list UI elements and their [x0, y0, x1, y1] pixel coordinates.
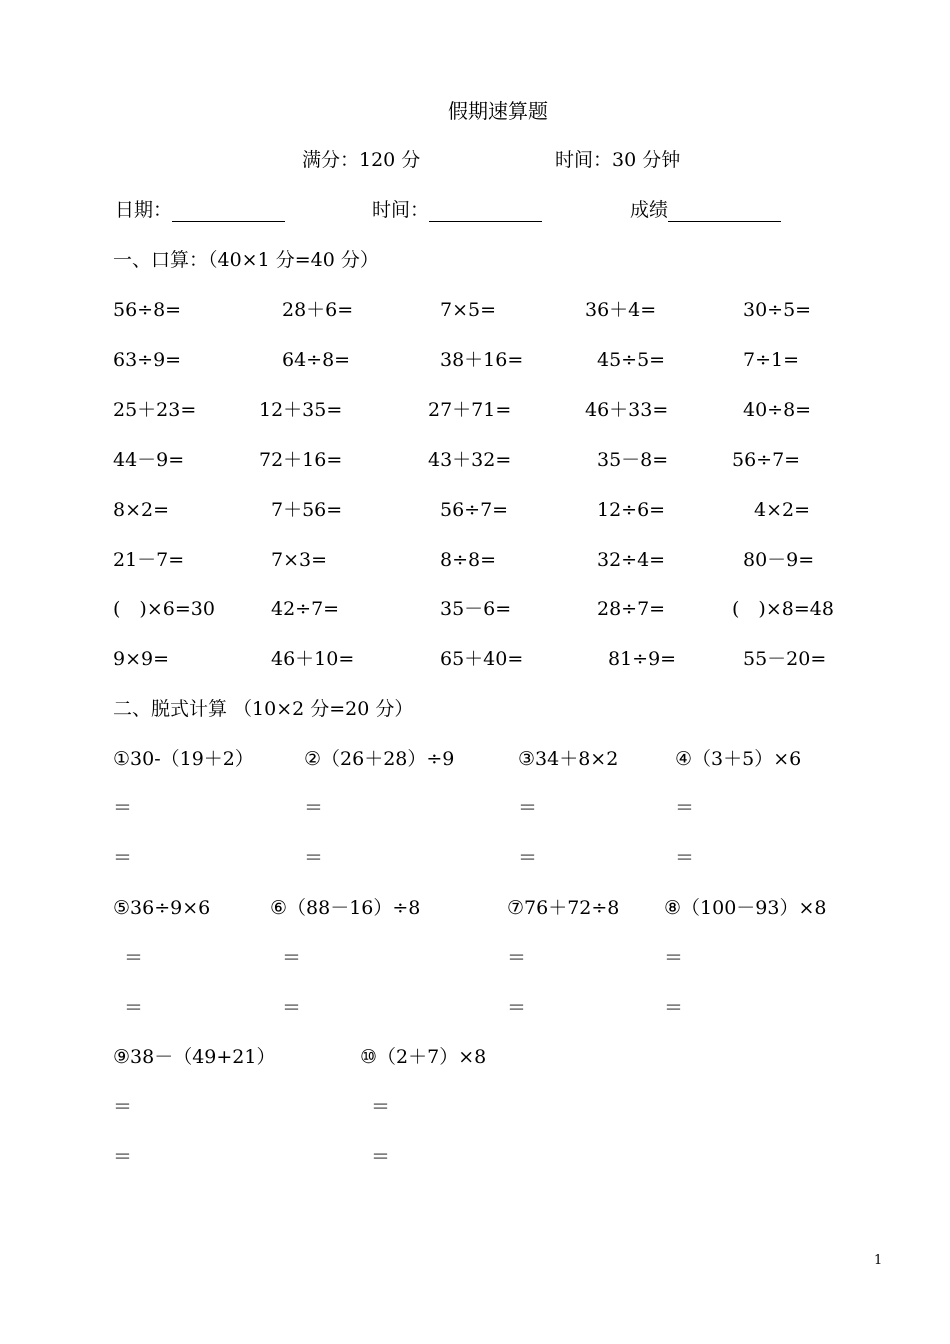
section2-heading: 二、脱式计算 （10×2 分=20 分） — [113, 698, 414, 720]
page-number: 1 — [874, 1253, 883, 1268]
score-label: 成绩 — [630, 199, 669, 221]
stepwise-problem: ⑨38－（49+21） — [113, 1046, 276, 1068]
equals-sign: ＝ — [507, 947, 527, 969]
equals-sign: ＝ — [371, 1146, 391, 1168]
stepwise-problem: ⑤36÷9×6 — [113, 897, 211, 919]
equals-sign: ＝ — [113, 1146, 133, 1168]
stepwise-problem: ⑦76＋72÷8 — [507, 897, 620, 919]
full-score: 满分：120 分 — [302, 149, 421, 171]
oral-problem: 46＋10= — [271, 648, 355, 670]
oral-problem: 8÷8= — [440, 549, 497, 571]
oral-problem: 45÷5= — [597, 349, 666, 371]
oral-problem: 56÷7= — [440, 499, 509, 521]
oral-problem: 80－9= — [743, 549, 815, 571]
equals-sign: ＝ — [304, 797, 324, 819]
oral-problem: 36＋4= — [585, 299, 657, 321]
stepwise-problem: ⑥（88－16）÷8 — [270, 897, 421, 919]
oral-problem: 55－20= — [743, 648, 827, 670]
equals-sign: ＝ — [113, 1096, 133, 1118]
oral-problem: 21－7= — [113, 549, 185, 571]
oral-problem: 8×2= — [113, 499, 170, 521]
oral-problem: 12＋35= — [259, 399, 343, 421]
equals-sign: ＝ — [664, 947, 684, 969]
oral-problem: 27＋71= — [428, 399, 512, 421]
page-title: 假期速算题 — [448, 99, 548, 123]
equals-sign: ＝ — [282, 947, 302, 969]
oral-problem: 81÷9= — [608, 648, 677, 670]
stepwise-problem: ①30-（19＋2） — [113, 748, 254, 770]
oral-problem: 56÷8= — [113, 299, 182, 321]
date-blank[interactable] — [172, 201, 285, 222]
equals-sign: ＝ — [518, 847, 538, 869]
oral-problem: 9×9= — [113, 648, 170, 670]
stepwise-problem: ⑧（100－93）×8 — [664, 897, 827, 919]
equals-sign: ＝ — [507, 997, 527, 1019]
time-field[interactable] — [372, 198, 542, 222]
score-field[interactable] — [630, 198, 781, 222]
stepwise-problem: ⑩（2＋7）×8 — [360, 1046, 487, 1068]
equals-sign: ＝ — [664, 997, 684, 1019]
score-blank[interactable] — [668, 201, 781, 222]
time-limit: 时间：30 分钟 — [555, 149, 681, 171]
equals-sign: ＝ — [371, 1096, 391, 1118]
oral-problem: 7×5= — [440, 299, 497, 321]
oral-problem: 44－9= — [113, 449, 185, 471]
oral-problem: 30÷5= — [743, 299, 812, 321]
equals-sign: ＝ — [113, 847, 133, 869]
stepwise-problem: ③34＋8×2 — [518, 748, 619, 770]
oral-problem: 56÷7= — [732, 449, 801, 471]
time-blank[interactable] — [429, 201, 542, 222]
oral-problem: ( )×6=30 — [113, 598, 215, 620]
oral-problem: 72＋16= — [259, 449, 343, 471]
equals-sign: ＝ — [282, 997, 302, 1019]
equals-sign: ＝ — [124, 997, 144, 1019]
date-field[interactable] — [115, 198, 285, 222]
equals-sign: ＝ — [124, 947, 144, 969]
equals-sign: ＝ — [518, 797, 538, 819]
oral-problem: 4×2= — [754, 499, 811, 521]
section1-heading: 一、口算：（40×1 分=40 分） — [113, 249, 379, 271]
stepwise-problem: ②（26＋28）÷9 — [304, 748, 455, 770]
stepwise-problem: ④（3＋5）×6 — [675, 748, 802, 770]
oral-problem: 40÷8= — [743, 399, 812, 421]
time-label: 时间： — [372, 199, 430, 221]
oral-problem: ( )×8=48 — [732, 598, 834, 620]
oral-problem: 35－8= — [597, 449, 669, 471]
oral-problem: 42÷7= — [271, 598, 340, 620]
oral-problem: 7÷1= — [743, 349, 800, 371]
oral-problem: 46＋33= — [585, 399, 669, 421]
equals-sign: ＝ — [304, 847, 324, 869]
oral-problem: 25＋23= — [113, 399, 197, 421]
equals-sign: ＝ — [675, 847, 695, 869]
oral-problem: 28÷7= — [597, 598, 666, 620]
equals-sign: ＝ — [113, 797, 133, 819]
oral-problem: 7×3= — [271, 549, 328, 571]
oral-problem: 12÷6= — [597, 499, 666, 521]
oral-problem: 64÷8= — [282, 349, 351, 371]
oral-problem: 63÷9= — [113, 349, 182, 371]
equals-sign: ＝ — [675, 797, 695, 819]
oral-problem: 7＋56= — [271, 499, 343, 521]
date-label: 日期： — [115, 199, 173, 221]
oral-problem: 35－6= — [440, 598, 512, 620]
oral-problem: 28＋6= — [282, 299, 354, 321]
oral-problem: 65＋40= — [440, 648, 524, 670]
oral-problem: 32÷4= — [597, 549, 666, 571]
oral-problem: 43＋32= — [428, 449, 512, 471]
oral-problem: 38＋16= — [440, 349, 524, 371]
